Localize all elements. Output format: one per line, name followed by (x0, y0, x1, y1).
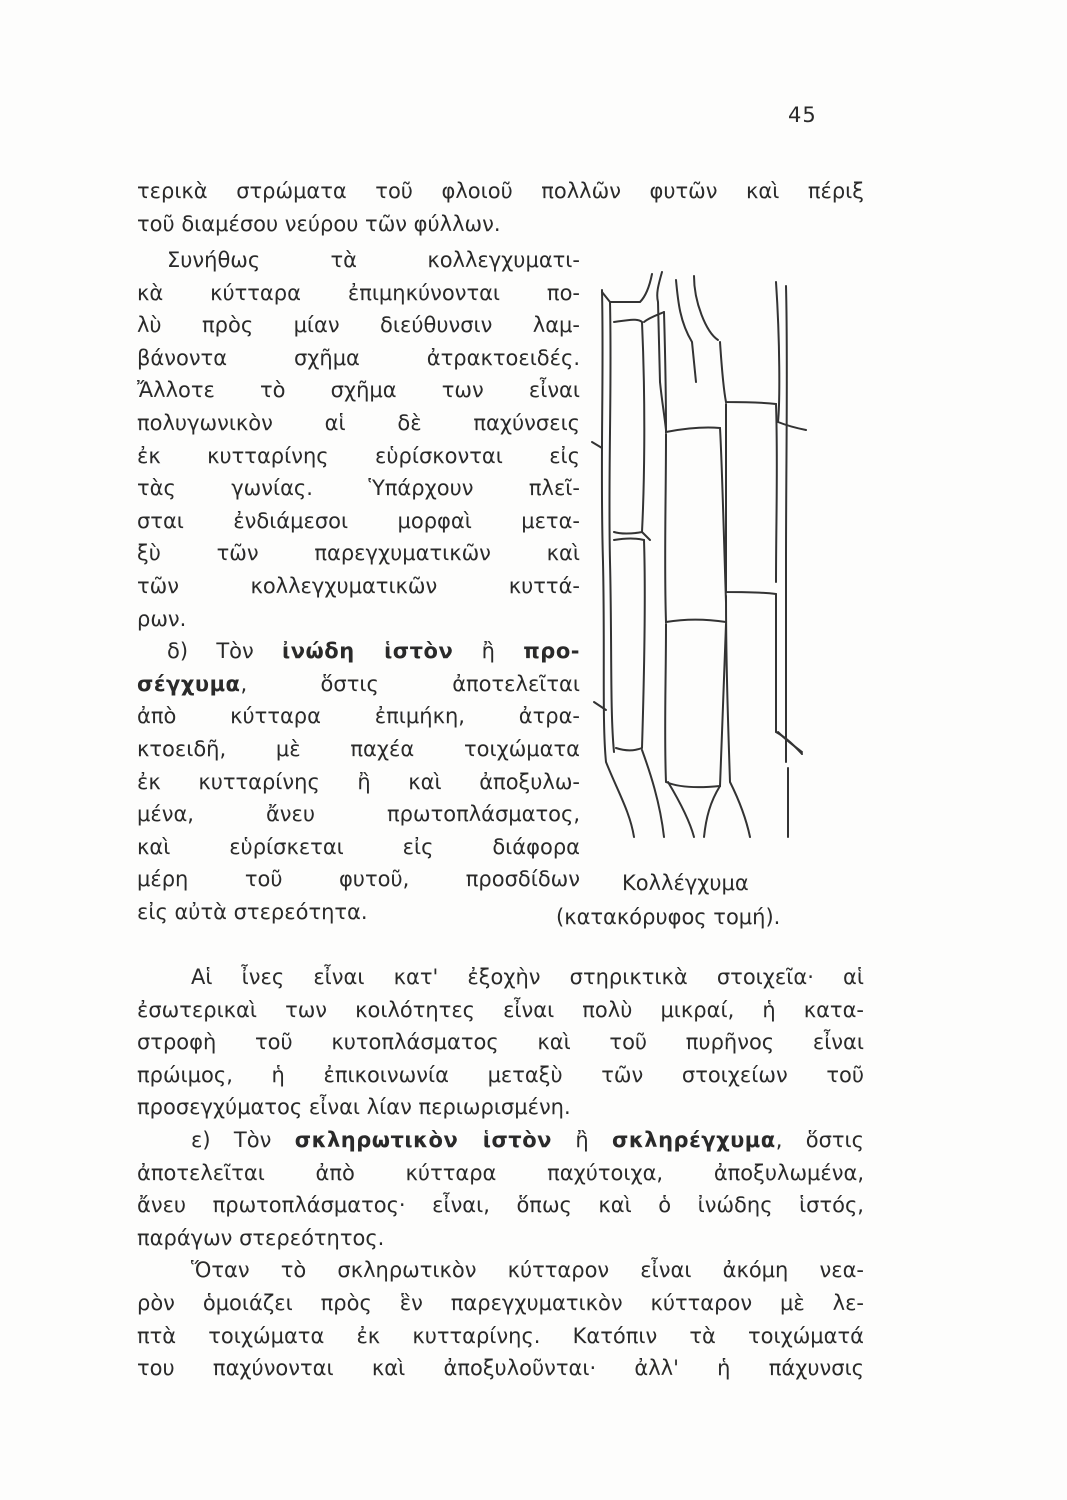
bottom-text (137, 961, 864, 1385)
term-prosegchyma-part1: προ- (523, 639, 580, 664)
text-line: προσεγχύματος εἶναι λίαν περιωρισμένη. (137, 1095, 571, 1120)
collenchyma-drawing (580, 262, 810, 842)
caption-title: Κολλέγχυμα (622, 871, 749, 895)
term-prosegchyma-part2: σέγχυμα (137, 671, 241, 696)
text-line: ἀποτελεῖται ἀπὸ κύτταρα παχύτοιχα, ἀποξυλωμένα, (137, 1160, 864, 1185)
text-line: σται ἐνδιάμεσοι μορφαὶ μετα- (137, 508, 580, 533)
text-line: ρὸν ὁμοιάζει πρὸς ἓν παρεγχυματικὸν κύτταρον μὲ λε- (137, 1290, 864, 1315)
text-line: Συνήθως τὰ κολλεγχυματι- (167, 248, 580, 272)
paragraph-e-heading: ε) Τὸν σκληρωτικὸν ἱστὸν ἢ σκληρέγχυμα, ὅστις (191, 1127, 864, 1152)
text-line: πτὰ τοιχώματα ἐκ κυτταρίνης. Κατόπιν τὰ τοιχώματά (137, 1323, 864, 1348)
text-line: πολυγωνικὸν αἱ δὲ παχύνσεις (137, 410, 580, 435)
page-number: 45 (788, 103, 817, 127)
text-line: ἐκ κυτταρίνης ἢ καὶ ἀποξυλω- (137, 769, 580, 794)
left-column-text (137, 244, 580, 928)
text-line: ἀπὸ κύτταρα ἐπιμήκη, ἀτρα- (137, 704, 580, 729)
text-line: ἄνευ πρωτοπλάσματος· εἶναι, ὅπως καὶ ὁ ἰνώδης ἱστός, (137, 1193, 864, 1218)
intro-line-2: τοῦ διαμέσου νεύρου τῶν φύλλων. (137, 212, 501, 236)
text-line: ρων. (137, 606, 187, 631)
caption-subtitle: (κατακόρυφος τομή). (556, 905, 781, 929)
term-inodis-istos: ἰνώδη ἱστὸν (282, 639, 454, 664)
text-line: βάνοντα σχῆμα ἀτρακτοειδές. (137, 345, 580, 370)
text-line: πρώιμος, ἡ ἐπικοινωνία μεταξὺ τῶν στοιχείων τοῦ (137, 1062, 864, 1087)
text-line: κὰ κύτταρα ἐπιμηκύνονται πο- (137, 280, 580, 305)
paragraph-d-line-2: σέγχυμα, ὅστις ἀποτελεῖται (137, 671, 580, 696)
text-line: Αἱ ἶνες εἶναι κατ' ἐξοχὴν στηρικτικὰ στοιχεῖα· αἱ (191, 965, 864, 989)
figure-caption (556, 866, 856, 934)
collenchyma-figure (580, 262, 810, 842)
term-sklirotikos-istos: σκληρωτικὸν ἱστὸν (294, 1127, 552, 1152)
text-line: ἐσωτερικαὶ των κοιλότητες εἶναι πολὺ μικραί, ἡ κατα- (137, 997, 864, 1022)
text-line: παράγων στερεότητος. (137, 1225, 385, 1250)
text-line: κτοειδῆ, μὲ παχέα τοιχώματα (137, 736, 580, 761)
text-line: του παχύνονται καὶ ἀποξυλοῦνται· ἀλλ' ἡ πάχυνσις (137, 1356, 864, 1381)
term-sklirenchyma: σκληρέγχυμα (612, 1127, 776, 1152)
text-line: στροφὴ τοῦ κυτοπλάσματος καὶ τοῦ πυρῆνος εἶναι (137, 1030, 864, 1055)
text-line: ξὺ τῶν παρεγχυματικῶν καὶ (137, 541, 580, 566)
paragraph-d-heading: δ) Τὸν ἰνώδη ἱστὸν ἢ προ- (167, 639, 580, 664)
text-line: εἰς αὐτὰ στερεότητα. (137, 899, 368, 924)
text-line: μένα, ἄνευ πρωτοπλάσματος, (137, 802, 580, 827)
text-line: μέρη τοῦ φυτοῦ, προσδίδων (137, 867, 580, 892)
text-line: Ἄλλοτε τὸ σχῆμα των εἶναι (137, 378, 580, 403)
text-line: Ὅταν τὸ σκληρωτικὸν κύτταρον εἶναι ἀκόμη νεα- (191, 1258, 864, 1283)
text-line: ἐκ κυτταρίνης εὑρίσκονται εἰς (137, 443, 580, 468)
text-line: λὺ πρὸς μίαν διεύθυνσιν λαμ- (137, 313, 580, 338)
text-line: τῶν κολλεγχυματικῶν κυττά- (137, 573, 580, 598)
text-line: καὶ εὑρίσκεται εἰς διάφορα (137, 834, 580, 859)
text-line: τὰς γωνίας. Ὑπάρχουν πλεῖ- (137, 476, 580, 501)
intro-line-1: τερικὰ στρώματα τοῦ φλοιοῦ πολλῶν φυτῶν καὶ πέριξ (137, 179, 864, 203)
